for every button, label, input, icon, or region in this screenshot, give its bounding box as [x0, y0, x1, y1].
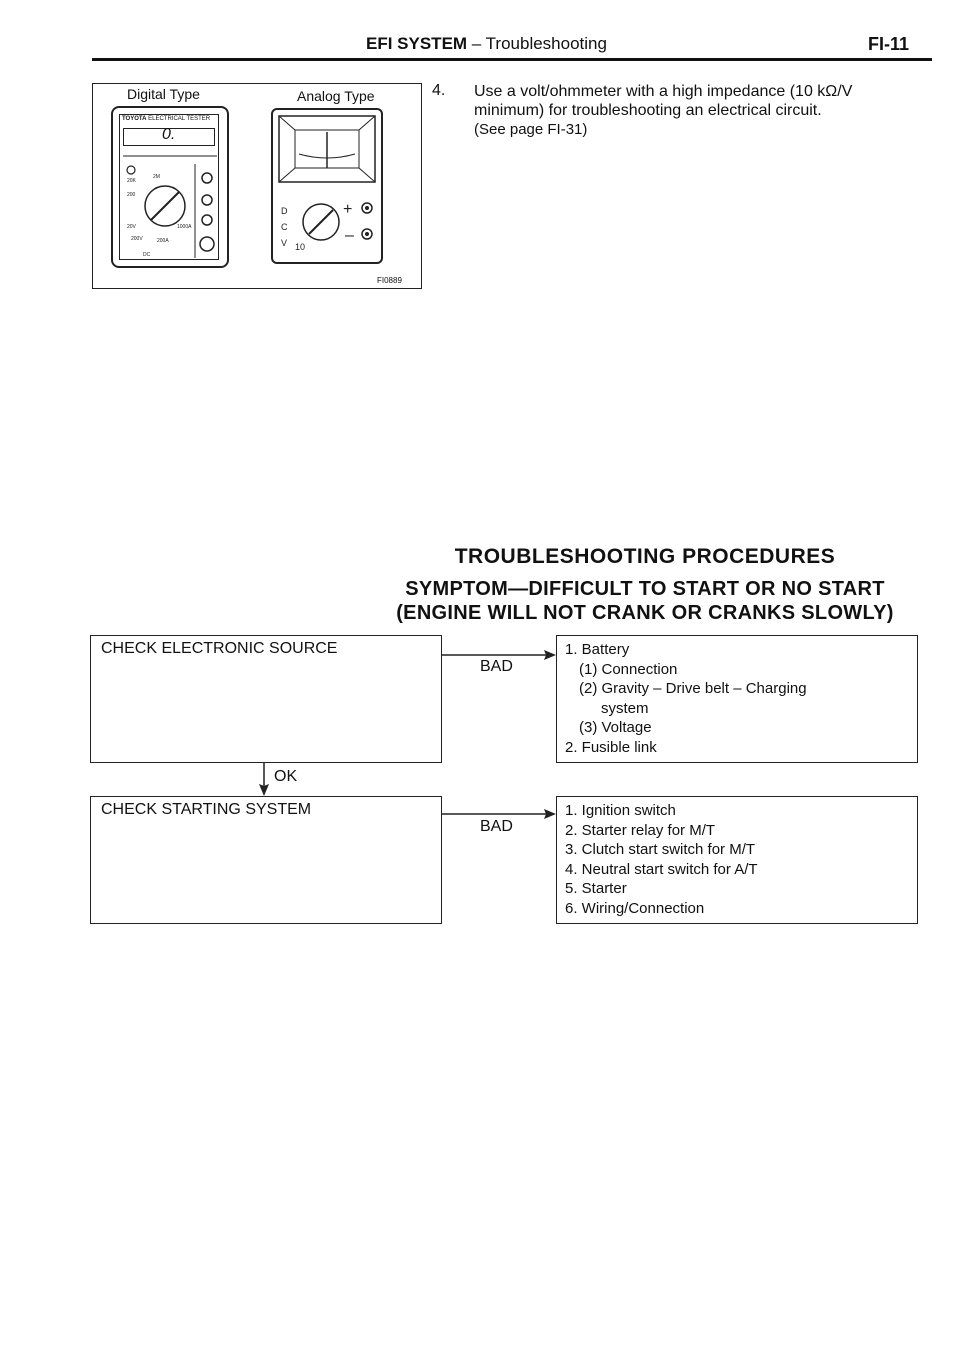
check2-bad-label: BAD — [480, 818, 513, 835]
check1-result-list — [565, 640, 807, 757]
tester-figure — [92, 83, 422, 289]
svg-text:C: C — [281, 222, 288, 232]
digital-dial-drawing — [113, 108, 231, 270]
check1-bad-label: BAD — [480, 658, 513, 675]
analog-tester — [271, 108, 383, 264]
list-item: 4. Neutral start switch for A/T — [565, 860, 758, 878]
list-item: 1. Ignition switch — [565, 802, 676, 819]
check-electronic-source-box — [90, 635, 442, 763]
svg-text:20V: 20V — [127, 224, 136, 230]
ok-label: OK — [274, 768, 298, 785]
step-line-2: minimum) for troubleshooting an electrical circuit. — [474, 102, 822, 119]
bad-arrowhead-1 — [544, 650, 556, 660]
list-item: 5. Starter — [565, 880, 627, 897]
check2-result-box — [556, 796, 918, 924]
step-line-1: Use a volt/ohmmeter with a high impedance (10 kΩ/V — [474, 83, 853, 100]
list-item: (2) Gravity – Drive belt – Charging — [579, 680, 807, 697]
step-line-3: (See page FI-31) — [474, 121, 588, 138]
list-item: 2. Fusible link — [565, 738, 657, 756]
ok-arrowhead — [259, 784, 269, 796]
symptom-line-2: (ENGINE WILL NOT CRANK OR CRANKS SLOWLY) — [396, 602, 894, 624]
svg-text:200: 200 — [127, 192, 136, 198]
header-rule — [92, 58, 932, 61]
list-item: system — [601, 699, 649, 717]
svg-text:200V: 200V — [131, 236, 143, 242]
svg-text:DC: DC — [143, 252, 151, 258]
digital-type-label: Digital Type — [127, 86, 200, 102]
tester-name: ELECTRICAL TESTER — [148, 116, 211, 122]
analog-type-label: Analog Type — [297, 88, 375, 104]
step-number: 4. — [432, 82, 446, 99]
symptom-line-1: SYMPTOM—DIFFICULT TO START OR NO START — [405, 578, 885, 600]
list-item: 6. Wiring/Connection — [565, 899, 705, 917]
check2-result-list — [565, 801, 758, 918]
figure-code: FI0889 — [377, 276, 402, 285]
svg-text:–: – — [345, 227, 354, 244]
check-starting-system-label: CHECK STARTING SYSTEM — [101, 801, 312, 818]
svg-text:2M: 2M — [153, 174, 160, 180]
step-text — [474, 82, 934, 139]
list-item: 1. Battery — [565, 641, 630, 658]
svg-text:10: 10 — [295, 242, 306, 252]
svg-text:1000A: 1000A — [177, 224, 192, 230]
check1-result-box — [556, 635, 918, 763]
digital-tester — [111, 106, 229, 268]
svg-text:200A: 200A — [157, 238, 169, 244]
list-item: (3) Voltage — [579, 719, 652, 736]
list-item: 3. Clutch start switch for M/T — [565, 841, 756, 858]
svg-text:20K: 20K — [127, 178, 136, 184]
tester-brand: TOYOTA — [122, 116, 147, 122]
digital-display: 0. — [123, 128, 215, 146]
svg-text:+: + — [343, 201, 353, 218]
page-number: FI-11 — [868, 34, 910, 54]
header-system: EFI SYSTEM — [366, 34, 468, 53]
check-starting-system-box — [90, 796, 442, 924]
svg-text:D: D — [281, 206, 288, 216]
analog-meter-drawing — [273, 110, 385, 266]
check-electronic-source-label: CHECK ELECTRONIC SOURCE — [101, 640, 338, 657]
svg-text:V: V — [281, 238, 288, 248]
section-title: TROUBLESHOOTING PROCEDURES — [454, 545, 836, 568]
page-header-title — [366, 34, 607, 54]
header-subtitle: – Troubleshooting — [467, 34, 607, 53]
bad-arrowhead-2 — [544, 809, 556, 819]
list-item: 2. Starter relay for M/T — [565, 821, 716, 839]
list-item: (1) Connection — [579, 660, 678, 678]
